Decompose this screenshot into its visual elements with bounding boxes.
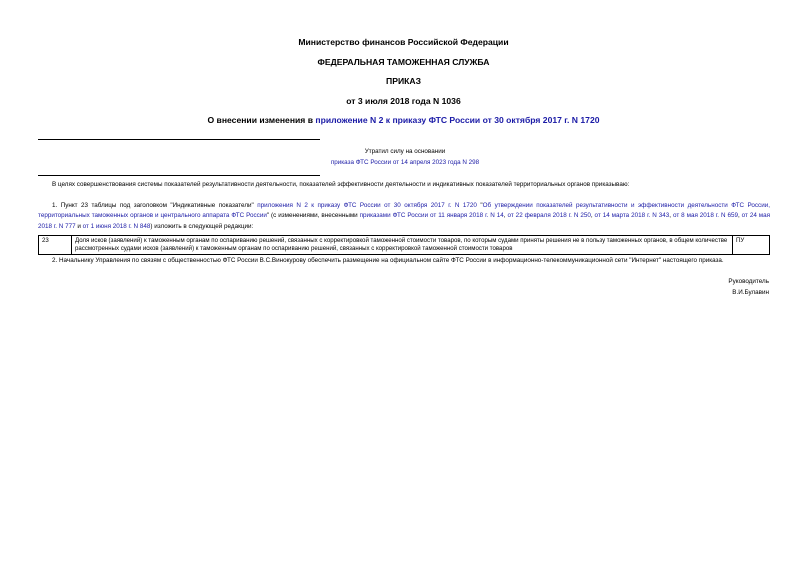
divider-bottom (38, 175, 320, 176)
item1-link-order-343[interactable]: от 14 марта 2018 г. N 343 (594, 212, 670, 220)
divider-top (38, 139, 320, 140)
doc-type-heading: ПРИКАЗ (386, 76, 421, 86)
item-1-paragraph (38, 201, 770, 232)
item1-text-6: , (669, 212, 673, 220)
item-2-paragraph: 2. Начальнику Управления по связям с общественностью ФТС России В.С.Винокурову обеспечить размещение на официальном сайте ФТС России в информационно-телекоммуникационной сети "Интернет" настоящего приказа. (52, 257, 724, 264)
item1-text-2: " (476, 202, 483, 209)
item1-text-7: , (737, 212, 742, 220)
title-link-appendix[interactable]: приложение N 2 к приказу ФТС России от 30 октября 2017 г. N 1720 (315, 115, 600, 125)
ministry-heading: Министерство финансов Российской Федерации (298, 37, 509, 47)
signature-position: Руководитель (728, 278, 769, 285)
item1-text-4: , (503, 212, 508, 220)
service-heading: ФЕДЕРАЛЬНАЯ ТАМОЖЕННАЯ СЛУЖБА (317, 57, 490, 67)
status-note (240, 146, 570, 168)
table-cell-number: 23 (39, 236, 72, 255)
item1-link-appendix[interactable]: приложения N 2 к приказу ФТС России от 30 октября 2017 г. N 1720 (257, 202, 477, 209)
signature-name: В.И.Булавин (732, 289, 769, 296)
table-cell-description: Доля исков (заявлений) к таможенным органам по оспариванию решений, связанных с корректировкой таможенной стоимости товаров, по которым судами приняты решения не в пользу таможенных органов, в общем количестве рассмотренных судами исков (заявлений) к таможенным органам по оспариванию решений, связанных с корректировкой таможенной стоимости товаров (72, 236, 733, 255)
item1-text-1: 1. Пункт 23 таблицы под заголовком "Индикативные показатели" (52, 202, 258, 209)
table-row (39, 236, 770, 255)
document-title (0, 115, 807, 125)
status-note-link[interactable]: приказа ФТС России от 14 апреля 2023 года N 298 (330, 159, 480, 166)
indicator-table (38, 235, 770, 255)
item1-link-order-777[interactable]: от 24 мая 2018 г. N 777 (38, 212, 771, 230)
title-prefix: О внесении изменения в (207, 115, 316, 125)
preamble-paragraph: В целях совершенствования системы показателей результативности деятельности, показателей эффективности деятельности и индикативных показателей территориальных органов приказываю: (52, 181, 630, 188)
item1-text-3: " (с изменениями, внесенными (266, 212, 360, 220)
status-note-text: Утратил силу на основании (364, 148, 446, 155)
item1-text-5: , (590, 212, 595, 220)
date-number-heading: от 3 июля 2018 года N 1036 (346, 96, 461, 106)
table-cell-code: ПУ (733, 236, 770, 255)
item1-link-order-14[interactable]: приказами ФТС России от 11 января 2018 г. N 14 (359, 212, 504, 220)
item1-link-order-title[interactable]: Об утверждении показателей результативности и эффективности деятельности ФТС России, территориальных таможенных органов и центрального аппарата ФТС России (38, 202, 770, 220)
item1-link-order-659[interactable]: от 8 мая 2018 г. N 659 (673, 212, 738, 220)
item1-link-order-848[interactable]: от 1 июня 2018 г. N 848 (82, 222, 151, 230)
item1-text-8: и (75, 222, 83, 230)
item1-link-order-250[interactable]: от 22 февраля 2018 г. N 250 (507, 212, 591, 220)
item1-text-9: ) изложить в следующей редакции: (150, 222, 254, 230)
